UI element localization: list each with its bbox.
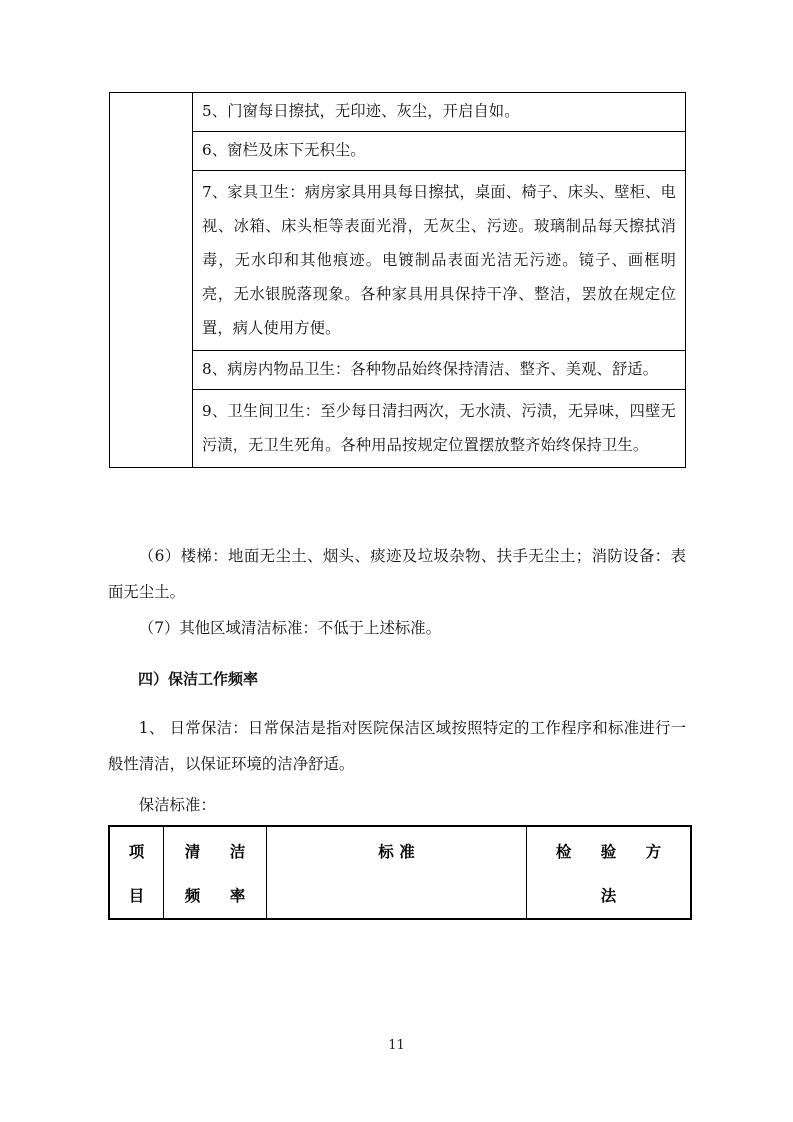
table-header-inspection-method-text: 检 验 方 法 [555,843,674,905]
page-number: 11 [388,1038,405,1053]
table-cell-item-7 [193,171,686,351]
table-header-row [109,826,691,919]
table-cell-item-5 [193,93,686,132]
table-header-inspection-method [527,826,692,919]
table-cell-text: 6、窗栏及床下无积尘。 [202,141,366,159]
cleaning-frequency-table [108,825,692,920]
paragraph-daily-cleaning: 1、 日常保洁：日常保洁是指对医院保洁区域按照特定的工作程序和标准进行一般性清洁，以保证环境的洁净舒适。 [108,719,686,773]
table-header-frequency [164,826,267,919]
table-row [110,390,686,468]
table-cell-text: 7、家具卫生：病房家具用具每日擦拭，桌面、椅子、床头、壁柜、电视、冰箱、床头柜等表面光滑，无灰尘、污迹。玻璃制品每天擦拭消毒，无水印和其他痕迹。电镀制品表面光洁无污迹。镜子、画框明亮，无水银脱落现象。各种家具用具保持干净、整洁，罢放在规定位置，病人使用方便。 [202,183,676,337]
heading-section-four: 四）保洁工作频率 [138,670,259,688]
table-cell-text: 8、病房内物品卫生：各种物品始终保持清洁、整齐、美观、舒适。 [202,360,659,378]
table-header-item [109,826,164,919]
table-header-frequency-line1: 清 洁 [184,843,258,861]
table-row [110,351,686,390]
table-cell-item-6 [193,132,686,171]
table-header-item-line1: 项 [128,843,145,861]
table-row [110,132,686,171]
table-header-frequency-line2: 频 率 [184,887,258,905]
table-cell-text: 5、门窗每日擦拭，无印迹、灰尘，开启自如。 [202,102,520,120]
cleaning-standards-table [109,92,686,468]
table-header-standard [267,826,527,919]
table-header-item-line2: 目 [128,887,145,905]
table-cell-text: 9、卫生间卫生：至少每日清扫两次，无水渍、污渍，无异味，四壁无污渍，无卫生死角。各种用品按规定位置摆放整齐始终保持卫生。 [202,402,676,454]
table-label-cell [110,93,193,468]
paragraph-other-areas: （7）其他区域清洁标准：不低于上述标准。 [138,619,442,637]
paragraph-stairs: （6）楼梯：地面无尘土、烟头、痰迹及垃圾杂物、扶手无尘土；消防设备：表面无尘土。 [108,547,686,601]
table-row [110,171,686,351]
table-row [110,93,686,132]
table-cell-item-9 [193,390,686,468]
paragraph-standard-label: 保洁标准： [138,796,216,814]
table-cell-item-8 [193,351,686,390]
table-header-standard-text: 标 准 [378,843,415,861]
